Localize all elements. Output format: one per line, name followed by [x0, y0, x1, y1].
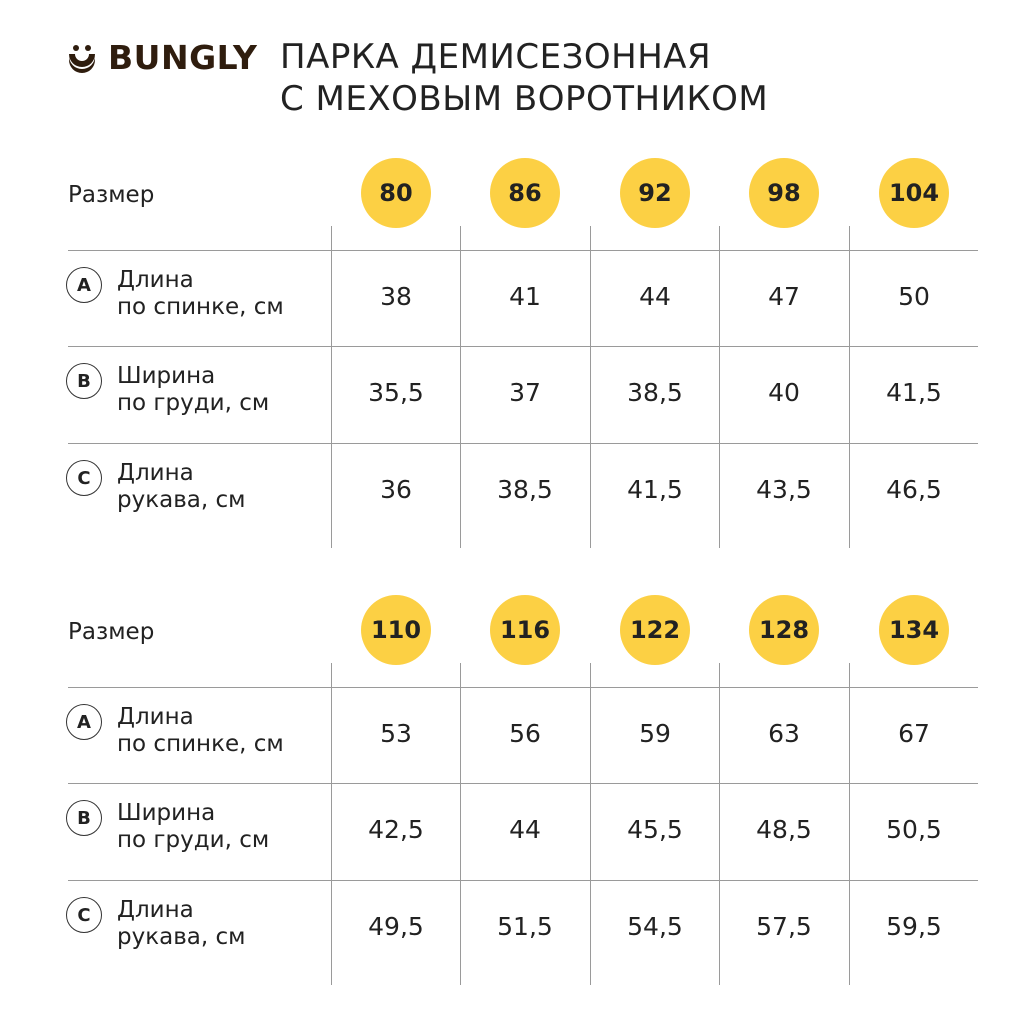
measure-value: 50,5: [886, 815, 942, 844]
size-badge: 122: [620, 595, 690, 665]
measure-value: 43,5: [756, 475, 812, 504]
measure-value: 45,5: [627, 815, 683, 844]
measure-value: 56: [509, 719, 541, 748]
measure-label: [117, 363, 269, 417]
measure-value: 59: [639, 719, 671, 748]
measure-letter-b: B: [66, 363, 102, 399]
measure-label-line-1: Ширина: [117, 800, 216, 826]
measure-value: 63: [768, 719, 800, 748]
measure-value: 53: [380, 719, 412, 748]
measure-value: 38: [380, 282, 412, 311]
size-badge: 80: [361, 158, 431, 228]
measure-value: 36: [380, 475, 412, 504]
measure-value: 67: [898, 719, 930, 748]
row-divider: [68, 443, 978, 444]
brand-name: BUNGLY: [108, 38, 258, 77]
measure-label-line-1: Длина: [117, 460, 194, 486]
measure-value: 54,5: [627, 912, 683, 941]
brand-logo: [66, 38, 257, 78]
measure-label-line-2: по груди, см: [117, 390, 270, 416]
measure-value: 50: [898, 282, 930, 311]
measure-label: [117, 460, 245, 514]
size-label: Размер: [68, 182, 155, 208]
bungly-logo-icon: [66, 42, 98, 74]
size-badge: 110: [361, 595, 431, 665]
measure-label: [117, 704, 284, 758]
measure-letter-c: C: [66, 897, 102, 933]
measure-letter-a: A: [66, 267, 102, 303]
measure-label-line-1: Длина: [117, 897, 194, 923]
row-divider: [68, 250, 978, 251]
measure-label-line-1: Длина: [117, 267, 194, 293]
size-badge: 98: [749, 158, 819, 228]
measure-label: [117, 800, 269, 854]
measure-value: 51,5: [497, 912, 553, 941]
row-divider: [68, 346, 978, 347]
size-badge: 134: [879, 595, 949, 665]
product-title-line-2: С МЕХОВЫМ ВОРОТНИКОМ: [280, 79, 769, 119]
measure-value: 41,5: [886, 378, 942, 407]
measure-letter-a: A: [66, 704, 102, 740]
measure-label-line-2: рукава, см: [117, 487, 246, 513]
measure-value: 44: [509, 815, 541, 844]
size-badge: 116: [490, 595, 560, 665]
measure-label-line-1: Длина: [117, 704, 194, 730]
measure-value: 41: [509, 282, 541, 311]
row-divider: [68, 880, 978, 881]
measure-label-line-2: по груди, см: [117, 827, 270, 853]
row-divider: [68, 687, 978, 688]
measure-value: 44: [639, 282, 671, 311]
measure-label-line-2: по спинке, см: [117, 731, 284, 757]
measure-value: 47: [768, 282, 800, 311]
measure-value: 35,5: [368, 378, 424, 407]
size-badge: 86: [490, 158, 560, 228]
measure-value: 38,5: [627, 378, 683, 407]
measure-label-line-1: Ширина: [117, 363, 216, 389]
measure-label-line-2: рукава, см: [117, 924, 246, 950]
measure-value: 49,5: [368, 912, 424, 941]
measure-value: 37: [509, 378, 541, 407]
product-title: [280, 36, 940, 120]
measure-letter-b: B: [66, 800, 102, 836]
measure-value: 40: [768, 378, 800, 407]
size-badge: 104: [879, 158, 949, 228]
measure-value: 46,5: [886, 475, 942, 504]
row-divider: [68, 783, 978, 784]
measure-value: 41,5: [627, 475, 683, 504]
measure-value: 38,5: [497, 475, 553, 504]
measure-value: 48,5: [756, 815, 812, 844]
measure-label: [117, 267, 284, 321]
measure-value: 42,5: [368, 815, 424, 844]
product-title-line-1: ПАРКА ДЕМИСЕЗОННАЯ: [280, 37, 712, 77]
measure-value: 59,5: [886, 912, 942, 941]
measure-label: [117, 897, 245, 951]
size-label: Размер: [68, 619, 155, 645]
measure-letter-c: C: [66, 460, 102, 496]
measure-value: 57,5: [756, 912, 812, 941]
size-badge: 128: [749, 595, 819, 665]
measure-label-line-2: по спинке, см: [117, 294, 284, 320]
size-badge: 92: [620, 158, 690, 228]
